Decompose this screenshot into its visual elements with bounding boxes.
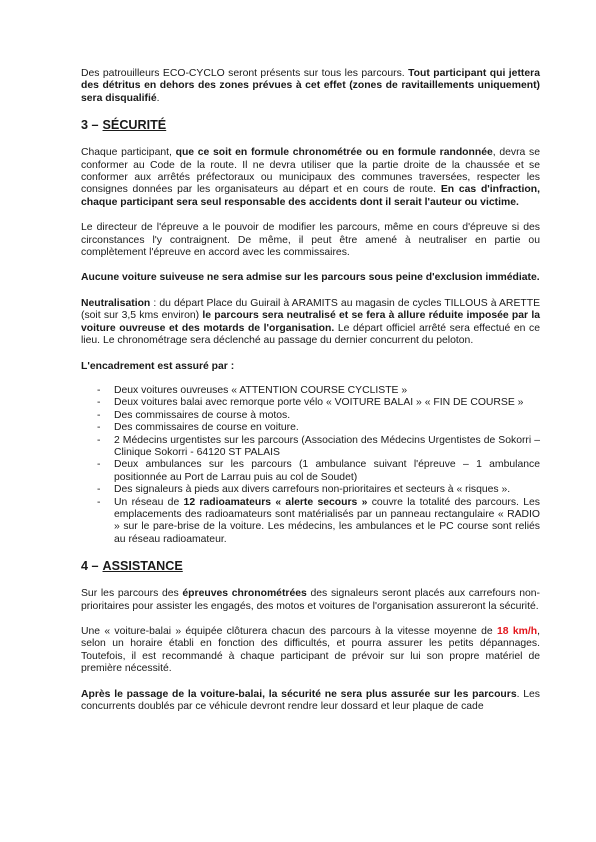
paragraph-voiture-balai: Une « voiture-balai » équipée clôturera chacun des parcours à la vitesse moyenne de 18 km/h, selon un horaire établi en fonction des difficultés, et pourra assurer les petits dépannages. Toutefois, il est recommandé à chaque participant de prévoir sur lui son propre matériel de première nécessité. (81, 626, 540, 675)
paragraph-aucune-voiture: Aucune voiture suiveuse ne sera admise sur les parcours sous peine d'exclusion immédiate. (81, 272, 540, 284)
paragraph-directeur: Le directeur de l'épreuve a le pouvoir de modifier les parcours, même en cours d'épreuve si des circonstances l'y contraignent. De même, il peut être amené à neutraliser en partie ou complètement l'épreuve en accord avec les commissaires. (81, 222, 540, 259)
list-item: - Deux voitures balai avec remorque porte vélo « VOITURE BALAI » « FIN DE COURSE » (81, 397, 540, 409)
paragraph-apres-passage: Après le passage de la voiture-balai, la sécurité ne sera plus assurée sur les parcours. Les concurrents doublés par ce véhicule devront rendre leur dossard et leur plaque de cade (81, 688, 540, 713)
list-item: - Des commissaires de course en voiture. (81, 422, 540, 434)
section-3-heading (81, 118, 540, 133)
section-4-number: 4 – (81, 559, 99, 574)
section-4-title: ASSISTANCE (102, 559, 183, 574)
list-item: - Un réseau de 12 radioamateurs « alerte secours » couvre la totalité des parcours. Les emplacements des radioamateurs sont matérialisés par un panneau rectangulaire « RADIO » sur le pare-brise de la voiture. Les médecins, les ambulances et le PC course sont reliés au réseau radioamateur. (81, 497, 540, 547)
paragraph-neutralisation: Neutralisation : du départ Place du Guirail à ARAMITS au magasin de cycles TILLOUS à ARETTE (soit sur 3,5 kms environ) le parcours sera neutralisé et se fera à allure réduite imposée par la voiture ouvreuse et des motards de l'organisation. Le départ officiel arrêté sera effectué en ce lieu. Le chronométrage sera déclenché au passage du dernier concurrent du peloton. (81, 297, 541, 347)
list-item: - 2 Médecins urgentistes sur les parcours (Association des Médecins Urgentistes de Sokorri – Clinique Sokorri - 64120 ST PALAIS (81, 435, 540, 460)
list-item: - Des signaleurs à pieds aux divers carrefours non-prioritaires et secteurs à « risques ». (81, 484, 540, 496)
paragraph-patrouilleurs: Des patrouilleurs ECO-CYCLO seront présents sur tous les parcours. Tout participant qui jettera des détritus en dehors des zones prévues à cet effet (zones de ravitaillements uniquement) sera disqualifié. (81, 68, 540, 104)
section-3-number: 3 – (81, 118, 99, 133)
paragraph-chaque-participant: Chaque participant, que ce soit en formule chronométrée ou en formule randonnée, devra se conformer au Code de la route. Il ne devra utiliser que la partie droite de la chaussée et se conformer aux arrêtés préfectoraux ou municipaux des communes traversées, respecter les consignes données par les organisateurs au départ et en cours de route. En cas d'infraction, chaque participant sera seul responsable des accidents dont il serait l'auteur ou victime. (81, 147, 540, 208)
section-3-title: SÉCURITÉ (102, 118, 167, 133)
paragraph-encadrement: L'encadrement est assuré par : (81, 360, 235, 372)
speed-value: 18 km/h (496, 626, 538, 637)
section-4-heading (81, 559, 540, 574)
encadrement-list (81, 385, 540, 546)
list-item: - Deux ambulances sur les parcours (1 ambulance suivant l'épreuve – 1 ambulance positionnée au Port de Larrau puis au col de Soudet) (81, 459, 540, 484)
list-item: - Deux voitures ouvreuses « ATTENTION COURSE CYCLISTE » (81, 385, 540, 397)
list-item: - Des commissaires de course à motos. (81, 410, 540, 422)
paragraph-sur-les-parcours: Sur les parcours des épreuves chronométrées des signaleurs seront placés aux carrefours non-prioritaires pour assister les engagés, des motos et voitures de l'organisation assureront la sécurité. (81, 588, 541, 612)
